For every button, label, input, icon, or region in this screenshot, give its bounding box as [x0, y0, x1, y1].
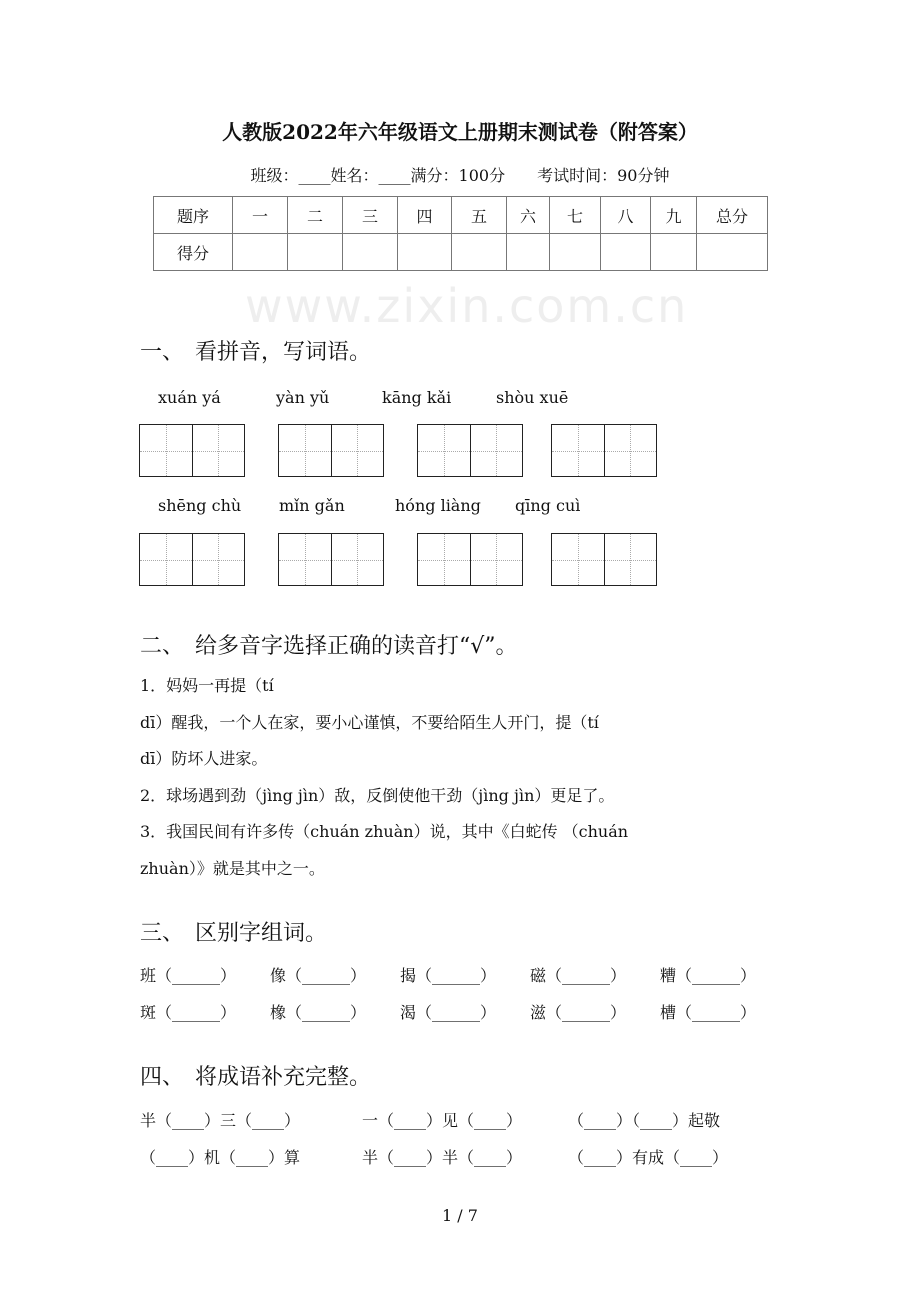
writing-grid	[551, 533, 657, 586]
idiom-blank: 半（____）半（____）	[362, 1148, 523, 1167]
question-line: dī）防坏人进家。	[140, 749, 268, 768]
table-cell: 九	[651, 197, 697, 234]
score-cell	[398, 234, 452, 271]
score-table-header-row	[154, 197, 768, 234]
score-cell	[452, 234, 507, 271]
writing-grid	[551, 424, 657, 477]
word-blank: 斑（______）	[140, 1003, 237, 1022]
score-cell	[233, 234, 288, 271]
table-cell: 题序	[154, 197, 233, 234]
section-1-heading: 一、 看拼音，写词语。	[140, 340, 372, 365]
score-cell	[507, 234, 550, 271]
exam-info: 班级：____姓名：____满分：100分 考试时间：90分钟	[250, 166, 670, 185]
writing-grid	[417, 424, 523, 477]
score-table	[153, 196, 768, 271]
table-cell: 二	[288, 197, 343, 234]
idiom-blank: （____）有成（____）	[568, 1148, 729, 1167]
score-cell	[288, 234, 343, 271]
question-line: zhuàn）》就是其中之一。	[140, 859, 325, 878]
question-line: 1．妈妈一再提（tí	[140, 676, 274, 695]
pinyin-label: kāng kǎi	[382, 388, 452, 407]
writing-grid	[278, 533, 384, 586]
score-cell	[601, 234, 651, 271]
pinyin-label: shòu xuē	[496, 388, 569, 407]
writing-grid	[417, 533, 523, 586]
pinyin-label: mǐn gǎn	[279, 496, 345, 515]
table-cell: 六	[507, 197, 550, 234]
table-cell: 一	[233, 197, 288, 234]
question-line: 3．我国民间有许多传（chuán zhuàn）说，其中《白蛇传 （chuán	[140, 822, 629, 841]
pinyin-label: shēng chù	[158, 496, 242, 515]
table-cell: 八	[601, 197, 651, 234]
score-cell	[697, 234, 768, 271]
word-blank: 槽（______）	[660, 1003, 757, 1022]
document-title: 人教版2022年六年级语文上册期末测试卷（附答案）	[222, 120, 698, 144]
table-cell: 得分	[154, 234, 233, 271]
table-cell: 总分	[697, 197, 768, 234]
writing-grid	[139, 424, 245, 477]
idiom-blank: （____）机（____）算	[140, 1148, 301, 1167]
word-blank: 揭（______）	[400, 966, 497, 985]
word-blank: 滋（______）	[530, 1003, 627, 1022]
writing-grid	[278, 424, 384, 477]
pinyin-label: xuán yá	[158, 388, 221, 407]
pinyin-label: yàn yǔ	[276, 388, 330, 407]
section-2-heading: 二、 给多音字选择正确的读音打“√”。	[140, 634, 518, 659]
page-number: 1 / 7	[442, 1206, 478, 1225]
table-cell: 四	[398, 197, 452, 234]
pinyin-label: hóng liàng	[395, 496, 481, 515]
score-cell	[651, 234, 697, 271]
word-blank: 糟（______）	[660, 966, 757, 985]
word-blank: 渴（______）	[400, 1003, 497, 1022]
section-3-heading: 三、 区别字组词。	[140, 921, 328, 946]
writing-grid	[139, 533, 245, 586]
word-blank: 班（______）	[140, 966, 237, 985]
score-cell	[343, 234, 398, 271]
score-table-score-row	[154, 234, 768, 271]
watermark: www.zixin.com.cn	[245, 279, 689, 333]
question-line: 2．球场遇到劲（jìng jìn）敌，反倒使他干劲（jìng jìn）更足了。	[140, 786, 615, 805]
idiom-blank: 一（____）见（____）	[362, 1111, 523, 1130]
word-blank: 橡（______）	[270, 1003, 367, 1022]
idiom-blank: （____）（____）起敬	[568, 1111, 721, 1130]
pinyin-label: qīng cuì	[515, 496, 581, 515]
word-blank: 磁（______）	[530, 966, 627, 985]
table-cell: 三	[343, 197, 398, 234]
table-cell: 五	[452, 197, 507, 234]
table-cell: 七	[550, 197, 601, 234]
question-line: dī）醒我，一个人在家，要小心谨慎，不要给陌生人开门，提（tí	[140, 713, 599, 732]
score-cell	[550, 234, 601, 271]
section-4-heading: 四、 将成语补充完整。	[140, 1065, 372, 1090]
idiom-blank: 半（____）三（____）	[140, 1111, 301, 1130]
word-blank: 像（______）	[270, 966, 367, 985]
